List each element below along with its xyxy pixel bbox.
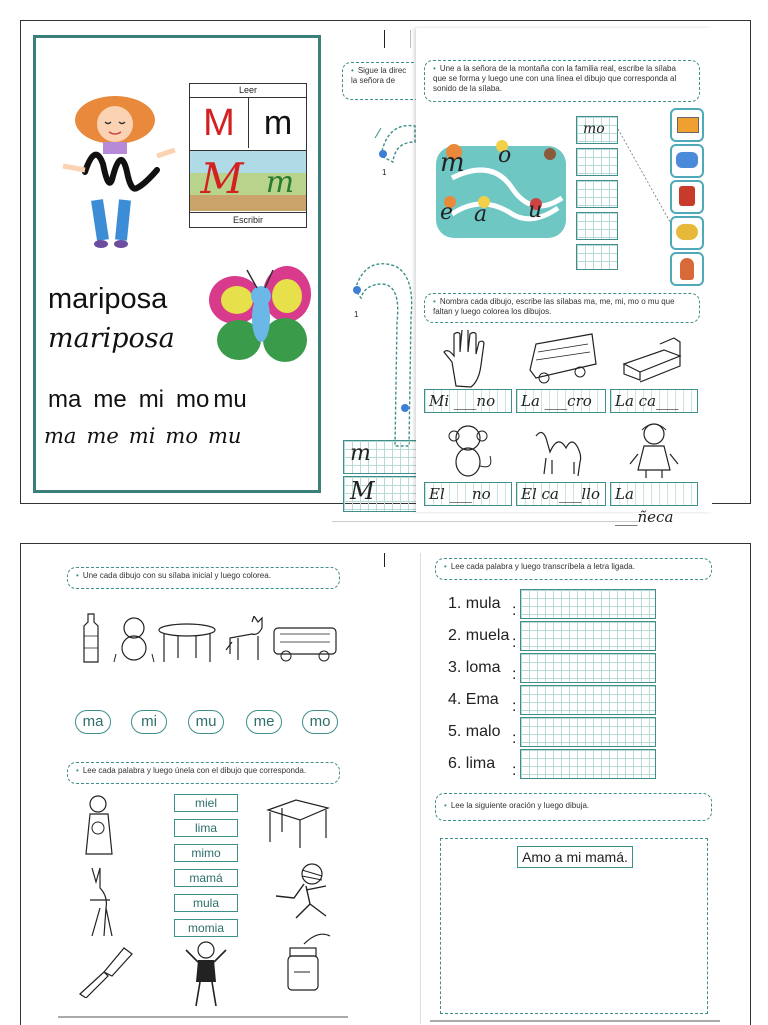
- divider: [384, 553, 385, 567]
- syllable-pill[interactable]: mo: [302, 710, 338, 734]
- match-word-instruction: • Lee cada palabra y luego únela con el dibujo que corresponda.: [67, 762, 340, 784]
- caption-text: La ___ñeca: [615, 485, 674, 526]
- caption-field[interactable]: [424, 389, 512, 413]
- page-bottom-line: [58, 1016, 348, 1018]
- page-bottom-line: [430, 1020, 720, 1022]
- word-label: 1. mula: [448, 595, 501, 612]
- transcription-grid[interactable]: [520, 653, 656, 683]
- map-letter: u: [528, 198, 543, 223]
- map-letter: a: [474, 202, 488, 227]
- mask-icon: [676, 152, 698, 168]
- word-label: 5. malo: [448, 723, 501, 740]
- word-box[interactable]: mula: [174, 894, 238, 912]
- transcription-grid[interactable]: [520, 717, 656, 747]
- syllable-print: mi: [138, 386, 165, 413]
- bed-drawing: [620, 334, 684, 384]
- word-label: 4. Ema: [448, 691, 499, 708]
- mummy-drawing: [272, 860, 336, 922]
- syllables-print-row: [48, 386, 318, 414]
- doll-icon: [680, 258, 694, 280]
- answer-cell[interactable]: [576, 244, 618, 270]
- trace-number: 1: [354, 310, 359, 319]
- syllable-print: ma: [48, 386, 82, 413]
- syllable-pill[interactable]: mi: [131, 710, 167, 734]
- jam-icon: [679, 186, 695, 206]
- word-box[interactable]: miel: [174, 794, 238, 812]
- word-box[interactable]: lima: [174, 819, 238, 837]
- syllable-print: mu: [213, 386, 247, 413]
- lower-print-m: m: [248, 98, 307, 148]
- microwave-icon: [677, 117, 699, 133]
- syllable-script: ma: [44, 424, 77, 448]
- word-box[interactable]: momia: [174, 919, 238, 937]
- answer-cell[interactable]: [576, 180, 618, 208]
- honey-jar-drawing: [282, 932, 332, 994]
- divider: [410, 30, 411, 48]
- upper-script-m: M: [200, 154, 244, 203]
- upper-print-m: M: [203, 102, 235, 144]
- transcription-grid[interactable]: [520, 621, 656, 651]
- tracing-instruction: • Sigue la direc la señora de: [342, 62, 432, 100]
- bus-drawing: [526, 330, 598, 386]
- mother-child-drawing: [78, 794, 120, 856]
- hand-drawing: [438, 330, 498, 388]
- trace-row-lower: [343, 440, 417, 474]
- syllable-pill[interactable]: mu: [188, 710, 224, 734]
- colon-marks: : : : : : :: [512, 602, 517, 779]
- caption-field[interactable]: [516, 482, 606, 506]
- word-label: 2. muela: [448, 627, 510, 644]
- syllable-script: mu: [207, 424, 242, 448]
- syllable-pill[interactable]: me: [246, 710, 282, 734]
- transcription-grid[interactable]: [520, 749, 656, 779]
- table-drawing: [264, 794, 332, 850]
- donkey-drawing: [80, 864, 122, 938]
- write-label: Escribir: [190, 212, 306, 227]
- word-print: mariposa: [48, 283, 168, 315]
- draw-instruction: • Lee la siguiente oración y luego dibuja.: [435, 793, 712, 821]
- name-pictures-instruction: • Nombra cada dibujo, escribe las sílabas ma, me, mi, mo o mu que faltan y luego colorea los dibujos.: [424, 293, 700, 323]
- answer-cell[interactable]: [576, 148, 618, 176]
- caption-text: La ___cro: [521, 392, 592, 410]
- caption-field[interactable]: [516, 389, 606, 413]
- syllable-script: mo: [165, 424, 198, 448]
- map-letter: o: [498, 143, 512, 168]
- divider: [384, 30, 385, 48]
- connector-line: [618, 125, 678, 235]
- knife-drawing: [76, 944, 134, 998]
- read-write-panel: [189, 83, 307, 228]
- syllable-script: mi: [128, 424, 156, 448]
- girl-illustration: [55, 92, 185, 252]
- bottle-drawing: [76, 612, 106, 664]
- bus-drawing: [270, 620, 340, 664]
- monkey-drawing: [440, 422, 496, 480]
- sentence-box: Amo a mi mamá.: [517, 846, 633, 868]
- syllable-script: me: [86, 424, 119, 448]
- divider: [420, 553, 421, 1024]
- answer-cell-text: mo: [583, 121, 605, 137]
- map-letter: m: [440, 148, 465, 178]
- caption-text: La ca___: [615, 392, 679, 410]
- trace-letter: m: [350, 441, 371, 466]
- coins-icon: [676, 224, 698, 240]
- answer-cell[interactable]: [576, 212, 618, 240]
- word-script: mariposa: [48, 323, 175, 354]
- table-drawing: [156, 622, 218, 664]
- word-box[interactable]: mimo: [174, 844, 238, 862]
- doll-drawing: [628, 420, 680, 480]
- caption-field[interactable]: [610, 482, 698, 526]
- caption-text: El ___no: [429, 485, 491, 503]
- trace-letter: M: [350, 477, 375, 505]
- answer-cell[interactable]: [576, 116, 618, 144]
- mime-drawing: [182, 940, 230, 1008]
- caption-field[interactable]: [424, 482, 512, 506]
- word-label: 3. loma: [448, 659, 501, 676]
- lower-script-m: m: [265, 165, 295, 200]
- syllable-pill[interactable]: ma: [75, 710, 111, 734]
- trace-row-upper: [343, 476, 417, 512]
- tracing-strokes: [345, 110, 425, 450]
- donkey-drawing: [222, 616, 268, 664]
- syllables-script-row: [44, 424, 320, 448]
- camel-drawing: [528, 422, 592, 478]
- syllable-print: mo: [176, 386, 210, 413]
- page-bottom-line: [332, 521, 638, 522]
- word-label: 6. lima: [448, 755, 496, 772]
- caption-field[interactable]: [610, 389, 698, 413]
- transcribe-instruction: • Lee cada palabra y luego transcríbela a letra ligada.: [435, 558, 712, 580]
- map-instruction: • Une a la señora de la montaña con la familia real, escribe la sílaba que se forma y luego une con una línea el dibujo que corresponda al sonido de la sílaba.: [424, 60, 700, 102]
- trace-number: 1: [382, 168, 387, 177]
- syllable-print: me: [93, 386, 127, 413]
- word-box[interactable]: mamá: [174, 869, 238, 887]
- monkey-drawing: [112, 614, 158, 664]
- caption-text: Mi ___no: [429, 392, 496, 410]
- transcription-grid[interactable]: [520, 685, 656, 715]
- caption-text: El ca___llo: [521, 485, 600, 503]
- match-syllable-instruction: • Une cada dibujo con su sílaba inicial y luego colorea.: [67, 567, 340, 589]
- transcription-grid[interactable]: [520, 589, 656, 619]
- read-label: Leer: [190, 84, 306, 98]
- map-letter: e: [440, 200, 454, 225]
- butterfly-illustration: [205, 260, 315, 370]
